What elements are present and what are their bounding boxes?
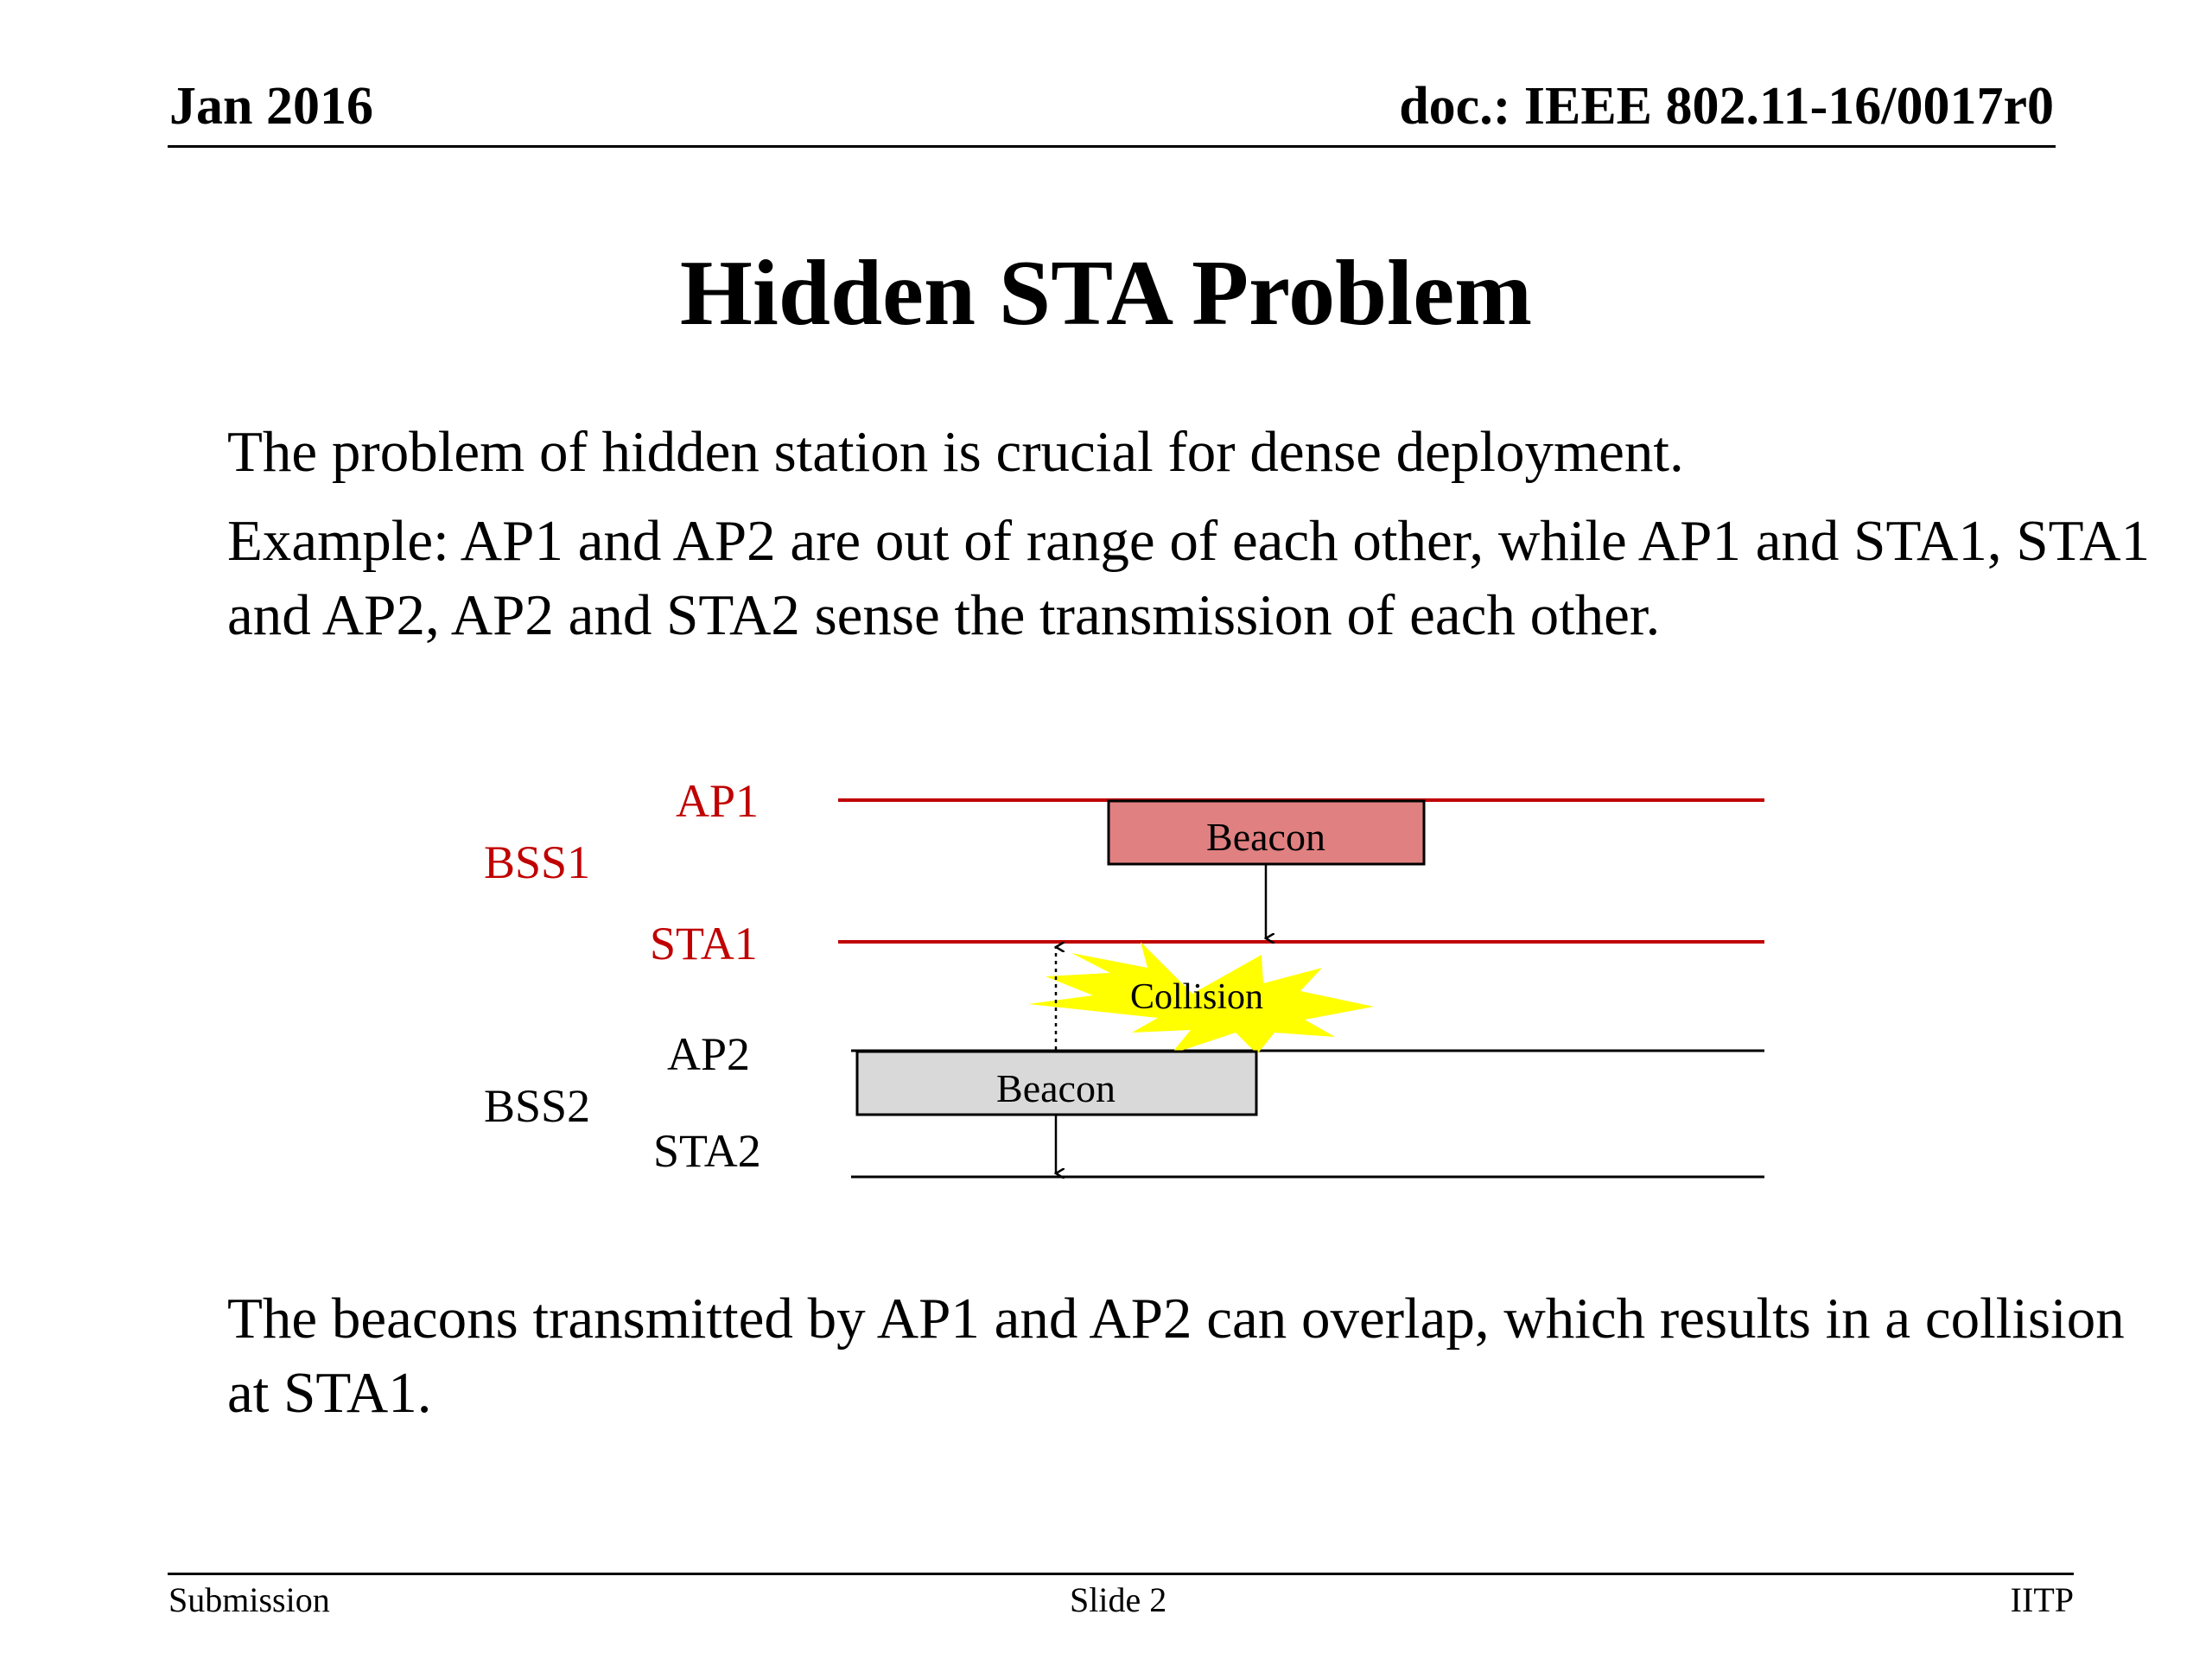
footer-org: IITP (2010, 1580, 2074, 1619)
footer-divider (168, 1573, 2074, 1575)
footer-submission: Submission (168, 1580, 330, 1619)
ap1-beacon-label: Beacon (1206, 815, 1325, 859)
paragraph-intro: The problem of hidden station is crucial for dense deployment. (227, 420, 1684, 484)
header-doc-id: doc.: IEEE 802.11-16/0017r0 (1399, 77, 2054, 136)
sta2-label: STA2 (653, 1125, 761, 1177)
ap2-beacon-label: Beacon (996, 1066, 1116, 1110)
sta1-label: STA1 (650, 918, 758, 969)
ap2-label: AP2 (667, 1028, 751, 1080)
paragraph-example: Example: AP1 and AP2 are out of range of each other, while AP1 and STA1, STA1 and AP2, AP2 and STA2 sense the transmission of each other. (227, 509, 2151, 647)
footer-slide-number: Slide 2 (1070, 1580, 1167, 1619)
collision-label: Collision (1129, 977, 1264, 1017)
bss1-label: BSS1 (484, 836, 591, 888)
paragraph-conclusion: The beacons transmitted by AP1 and AP2 can overlap, which results in a collision at STA1. (227, 1287, 2125, 1425)
header-date: Jan 2016 (169, 77, 373, 136)
bss2-label: BSS2 (484, 1080, 591, 1132)
ap1-label: AP1 (676, 775, 760, 827)
slide-title: Hidden STA Problem (679, 242, 1533, 345)
